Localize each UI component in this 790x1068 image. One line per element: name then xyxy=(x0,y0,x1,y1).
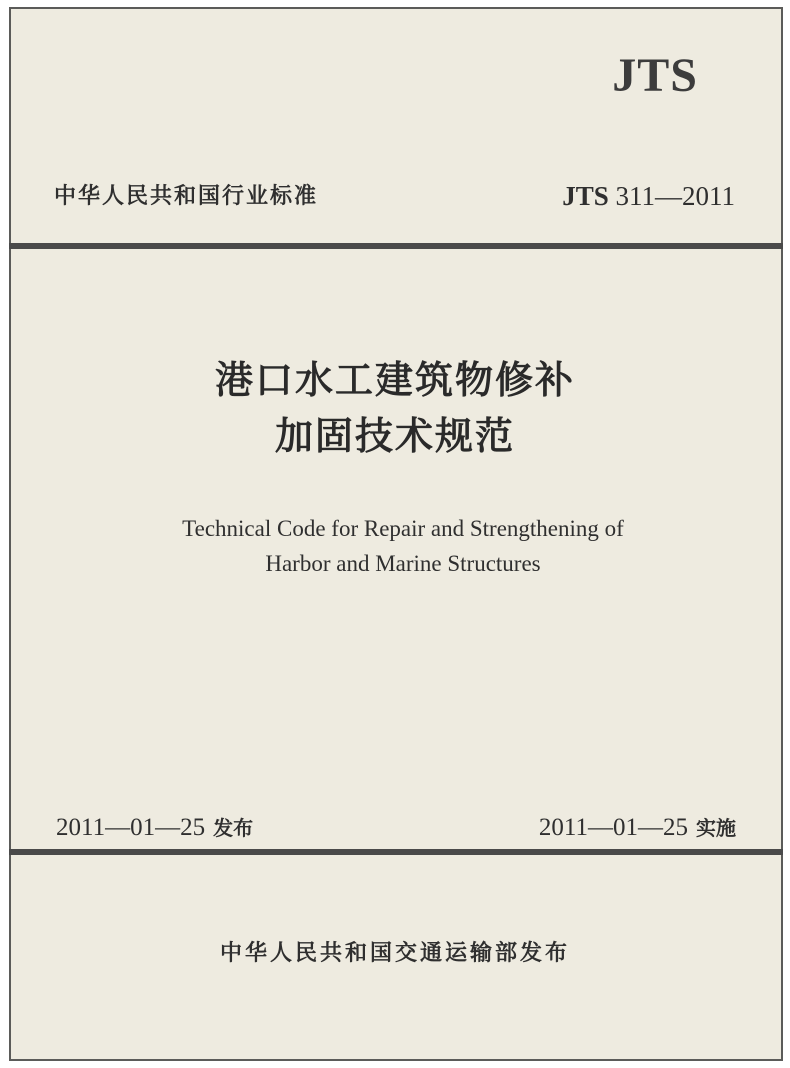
title-english xyxy=(0,511,790,581)
jts-logo: JTS xyxy=(612,49,698,102)
standard-code: 311—2011 xyxy=(615,181,735,211)
issue-date-block xyxy=(56,815,253,840)
title-english-line-1: Technical Code for Repair and Strengthening of xyxy=(182,516,624,541)
title-chinese xyxy=(0,352,790,464)
title-english-line-2: Harbor and Marine Structures xyxy=(265,551,541,576)
top-divider xyxy=(9,243,783,249)
standard-prefix: JTS xyxy=(562,181,609,211)
issue-date: 2011—01—25 xyxy=(56,814,206,841)
standard-number xyxy=(562,183,735,210)
effective-date-block xyxy=(539,815,736,840)
title-chinese-line-1: 港口水工建筑物修补 xyxy=(214,358,575,402)
issue-label: 发布 xyxy=(213,816,254,840)
effective-date: 2011—01—25 xyxy=(538,814,688,841)
bottom-divider xyxy=(9,849,783,855)
effective-label: 实施 xyxy=(696,816,736,840)
title-chinese-line-2: 加固技术规范 xyxy=(274,414,515,458)
publisher: 中华人民共和国交通运输部发布 xyxy=(219,941,570,966)
standard-category: 中华人民共和国行业标准 xyxy=(54,184,319,209)
